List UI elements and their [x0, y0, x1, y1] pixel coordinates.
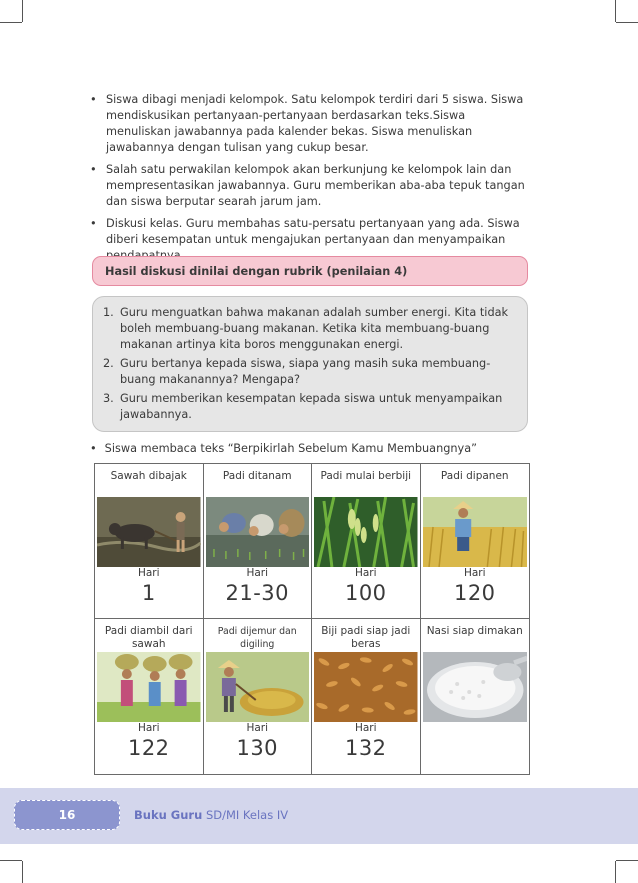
- day-label: Hari: [246, 722, 269, 734]
- bullet-dot: •: [90, 93, 97, 106]
- rice-planting-illustration: [206, 497, 310, 567]
- cell-label: Sawah dibajak: [110, 470, 187, 482]
- rubric-banner: [92, 256, 528, 286]
- crop-mark: [615, 861, 616, 883]
- day-value: 1: [141, 581, 156, 605]
- crop-mark: [22, 861, 23, 883]
- crop-mark: [616, 22, 638, 23]
- rubric-text: Hasil diskusi dinilai dengan rubrik (penilaian 4): [105, 264, 408, 278]
- day-label: Hari: [354, 567, 377, 579]
- timeline-cell: [312, 619, 421, 774]
- day-value: 120: [453, 581, 496, 605]
- step-text: Guru menguatkan bahwa makanan adalah sumber energi. Kita tidak boleh membuang-buang makanan. Ketika kita membuang-buang makanan artinya kita boros menggunakan energi.: [120, 306, 509, 351]
- timeline-cell: [421, 619, 530, 774]
- step-text: Guru memberikan kesempatan kepada siswa untuk menyampaikan jawabannya.: [120, 392, 503, 421]
- page-number: [14, 800, 120, 830]
- step-number: 3.: [103, 392, 114, 405]
- rice-timeline-table: [94, 463, 530, 775]
- cell-label: Padi mulai berbiji: [320, 470, 412, 482]
- reading-text: Siswa membaca teks “Berpikirlah Sebelum Kamu Membuangnya”: [104, 442, 478, 455]
- teacher-steps-box: [92, 296, 528, 432]
- bullet-dot: •: [90, 163, 97, 176]
- drying-rice-illustration: [206, 652, 310, 722]
- crop-mark: [0, 22, 22, 23]
- day-value: 122: [127, 736, 170, 760]
- day-label: Hari: [246, 567, 269, 579]
- bullet-dot: •: [90, 442, 97, 455]
- cell-label: Padi dipanen: [440, 470, 509, 482]
- cell-label: Padi diambil dari sawah: [104, 625, 193, 650]
- cell-label: Padi dijemur dan digiling: [217, 626, 297, 650]
- rice-grains-illustration: [314, 497, 418, 567]
- book-name: Buku Guru: [134, 808, 203, 822]
- rice-harvest-illustration: [423, 497, 528, 567]
- instruction-text: Diskusi kelas. Guru membahas satu-persatu pertanyaan yang ada. Siswa diberi kesempatan untuk mengajukan pertanyaan dan menyampaikan: [106, 217, 520, 246]
- crop-mark: [22, 0, 23, 22]
- timeline-cell: [204, 464, 313, 619]
- book-level: SD/MI Kelas IV: [205, 808, 289, 822]
- day-label: Hari: [463, 567, 486, 579]
- step-item: [103, 305, 513, 353]
- step-text: Guru bertanya kepada siswa, siapa yang masih suka membuang-buang makanannya? Mengapa?: [120, 357, 491, 386]
- timeline-cell: [95, 464, 204, 619]
- cooked-rice-bowl-illustration: [423, 652, 528, 722]
- cell-label: Nasi siap dimakan: [426, 625, 523, 637]
- day-value: 130: [236, 736, 279, 760]
- carrying-rice-illustration: [97, 652, 201, 722]
- step-item: [103, 391, 513, 423]
- cell-label: Padi ditanam: [222, 470, 292, 482]
- instruction-text: Siswa dibagi menjadi kelompok. Satu kelompok terdiri dari 5 siswa. Siswa mendiskusikan pertanyaan-pertanyaan berdasarkan teks.Siswa menuliskan jawabannya pada kalender bekas. Siswa menuliskan jawabannya dengan tulisan yang cukup besar.: [106, 93, 524, 154]
- timeline-cell: [312, 464, 421, 619]
- day-label: Hari: [137, 722, 160, 734]
- day-label: Hari: [137, 567, 160, 579]
- instruction-item: [90, 162, 530, 210]
- day-value: 100: [344, 581, 387, 605]
- crop-mark: [0, 860, 22, 861]
- step-number: 2.: [103, 357, 114, 370]
- rice-seeds-illustration: [314, 652, 418, 722]
- timeline-cell: [95, 619, 204, 774]
- bullet-dot: •: [90, 217, 97, 230]
- cell-label: Biji padi siap jadi beras: [321, 625, 411, 650]
- reading-instruction: [90, 441, 477, 457]
- book-title: [134, 808, 288, 822]
- plowing-buffalo-illustration: [97, 497, 201, 567]
- timeline-cell: [421, 464, 530, 619]
- day-value: 21-30: [225, 581, 290, 605]
- page-number-text: 16: [58, 808, 76, 822]
- timeline-cell: [204, 619, 313, 774]
- crop-mark: [616, 860, 638, 861]
- day-value: 132: [344, 736, 387, 760]
- day-label: Hari: [354, 722, 377, 734]
- step-number: 1.: [103, 306, 114, 319]
- step-item: [103, 356, 513, 388]
- crop-mark: [615, 0, 616, 22]
- instruction-text: Salah satu perwakilan kelompok akan berkunjung ke kelompok lain dan mempresentasikan jawabannya. Guru memberikan aba-aba tepuk tangan dan siswa berputar searah jarum jam.: [106, 163, 525, 208]
- instruction-item: [90, 92, 530, 156]
- instruction-list: [90, 92, 530, 270]
